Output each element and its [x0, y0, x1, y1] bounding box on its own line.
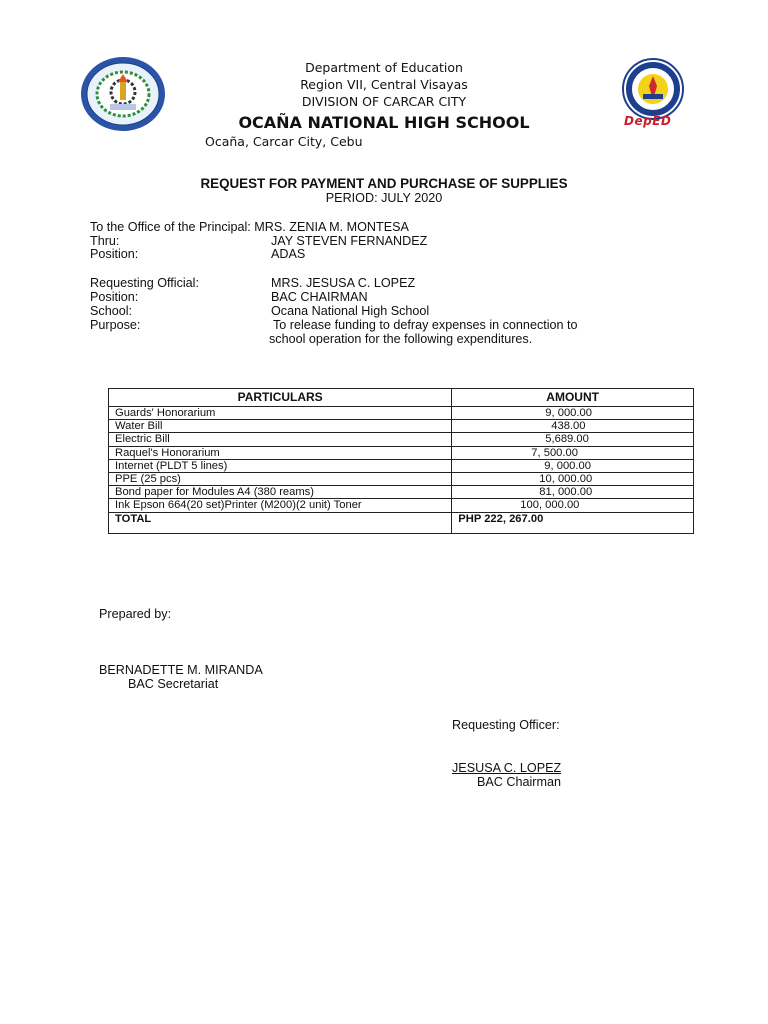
requesting-official-label: Requesting Official:	[90, 276, 199, 290]
position-label: Position:	[90, 247, 139, 261]
prepared-by-label: Prepared by:	[99, 607, 172, 621]
thru-value: JAY STEVEN FERNANDEZ	[271, 234, 428, 248]
table-row	[109, 486, 694, 499]
table-header-row	[109, 389, 694, 407]
table-row	[109, 446, 694, 459]
particular-cell: Ink Epson 664(20 set)Printer (M200)(2 unit) Toner	[109, 499, 452, 512]
particular-cell: Guards' Honorarium	[109, 407, 452, 420]
total-label: TOTAL	[109, 512, 452, 533]
purpose-line-2: school operation for the following expenditures.	[269, 332, 533, 346]
expenditure-table	[108, 388, 694, 534]
table-row	[109, 407, 694, 420]
amount-value: 100, 000.00	[520, 499, 580, 512]
school-address: Ocaña, Carcar City, Cebu	[205, 134, 363, 149]
deped-wordmark: DepED	[624, 114, 672, 128]
amount-value: 5,689.00	[545, 433, 589, 446]
school-name: OCAÑA NATIONAL HIGH SCHOOL	[238, 113, 530, 132]
particular-cell: Internet (PLDT 5 lines)	[109, 459, 452, 472]
amount-cell	[452, 407, 694, 420]
division-heading: DIVISION OF CARCAR CITY	[301, 94, 467, 109]
position-value: ADAS	[271, 247, 306, 261]
table-row	[109, 459, 694, 472]
document-title: REQUEST FOR PAYMENT AND PURCHASE OF SUPPLIES	[200, 176, 568, 191]
particulars-header: PARTICULARS	[109, 389, 452, 407]
amount-value: 7, 500.00	[531, 446, 578, 459]
amount-value: 438.00	[551, 420, 586, 433]
amount-cell	[452, 473, 694, 486]
amount-cell	[452, 446, 694, 459]
purpose-label: Purpose:	[90, 318, 141, 332]
to-principal-line: To the Office of the Principal: MRS. ZENIA M. MONTESA	[90, 220, 409, 234]
req-position-value: BAC CHAIRMAN	[271, 290, 368, 304]
particular-cell: Electric Bill	[109, 433, 452, 446]
purpose-line-1: To release funding to defray expenses in connection to	[273, 318, 578, 332]
amount-header: AMOUNT	[452, 389, 694, 407]
requesting-officer-name: JESUSA C. LOPEZ	[452, 761, 562, 775]
thru-label: Thru:	[90, 234, 120, 248]
requesting-officer-title: BAC Chairman	[477, 775, 561, 789]
table-row	[109, 420, 694, 433]
particular-cell: Water Bill	[109, 420, 452, 433]
req-position-label: Position:	[90, 290, 139, 304]
school-value: Ocana National High School	[271, 304, 430, 318]
particular-cell: PPE (25 pcs)	[109, 473, 452, 486]
amount-value: 9, 000.00	[544, 459, 591, 472]
table-row	[109, 473, 694, 486]
total-value: PHP 222, 267.00	[452, 512, 694, 533]
amount-value: 9, 000.00	[545, 407, 592, 419]
requesting-official-value: MRS. JESUSA C. LOPEZ	[271, 276, 416, 290]
amount-cell	[452, 459, 694, 472]
amount-cell	[452, 499, 694, 512]
department-heading: Department of Education	[305, 60, 463, 75]
particular-cell: Bond paper for Modules A4 (380 reams)	[109, 486, 452, 499]
prepared-by-title: BAC Secretariat	[128, 677, 219, 691]
amount-cell	[452, 420, 694, 433]
prepared-by-name: BERNADETTE M. MIRANDA	[99, 663, 263, 677]
amount-value: 81, 000.00	[539, 486, 593, 499]
table-row	[109, 499, 694, 512]
total-row	[109, 512, 694, 533]
amount-cell	[452, 486, 694, 499]
region-heading: Region VII, Central Visayas	[300, 77, 468, 92]
requesting-officer-label: Requesting Officer:	[452, 718, 560, 732]
amount-cell	[452, 433, 694, 446]
particular-cell: Raquel's Honorarium	[109, 446, 452, 459]
school-label: School:	[90, 304, 133, 318]
table-row	[109, 433, 694, 446]
amount-value: 10, 000.00	[539, 473, 593, 486]
period-text: PERIOD: JULY 2020	[325, 191, 443, 205]
